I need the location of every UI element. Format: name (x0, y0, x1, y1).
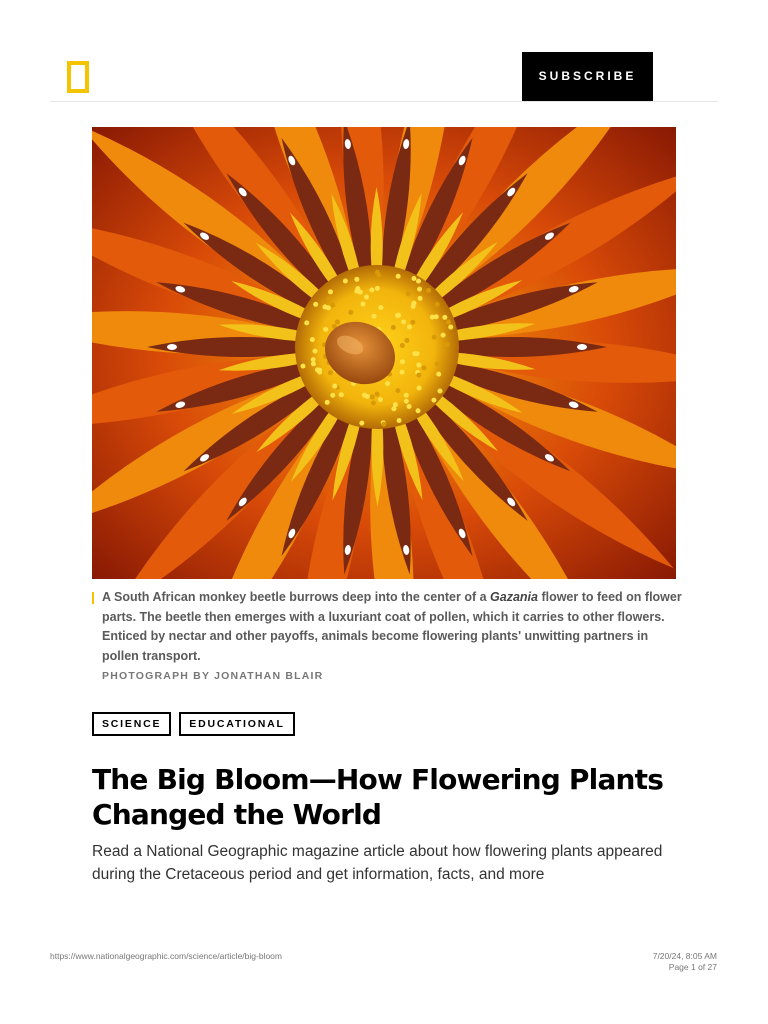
caption-emphasis: Gazania (490, 590, 538, 604)
footer-page-number: Page 1 of 27 (668, 962, 717, 972)
subscribe-button[interactable]: SUBSCRIBE (522, 52, 653, 101)
caption-text: A South African monkey beetle burrows deep into the center of a Gazania flower to feed on flower parts. The beetle then emerges with a luxuriant coat of pollen, which it carries to other flowers. Enticed by nectar and other payoffs, animals become flowering plants' unwitting partners in pollen transport. (92, 588, 682, 666)
article-subtitle: Read a National Geographic magazine article about how flowering plants appeared during the Cretaceous period and get information, facts, and more (92, 843, 663, 883)
footer-meta (653, 951, 717, 973)
footer-datetime: 7/20/24, 8:05 AM (652, 951, 717, 961)
site-header (50, 0, 718, 102)
photo-credit: PHOTOGRAPH BY JONATHAN BLAIR (102, 670, 324, 682)
flower-photo-illustration (92, 127, 676, 579)
hero-image (92, 127, 676, 579)
national-geographic-logo-icon[interactable] (67, 61, 89, 93)
tag-educational[interactable]: EDUCATIONAL (179, 712, 294, 736)
footer-url: https://www.nationalgeographic.com/science/article/big-bloom (50, 951, 282, 961)
tag-science[interactable]: SCIENCE (92, 712, 171, 736)
photo-caption (92, 588, 682, 682)
article-title: The Big Bloom—How Flowering Plants Changed the World (92, 763, 664, 831)
tag-list (92, 712, 295, 736)
